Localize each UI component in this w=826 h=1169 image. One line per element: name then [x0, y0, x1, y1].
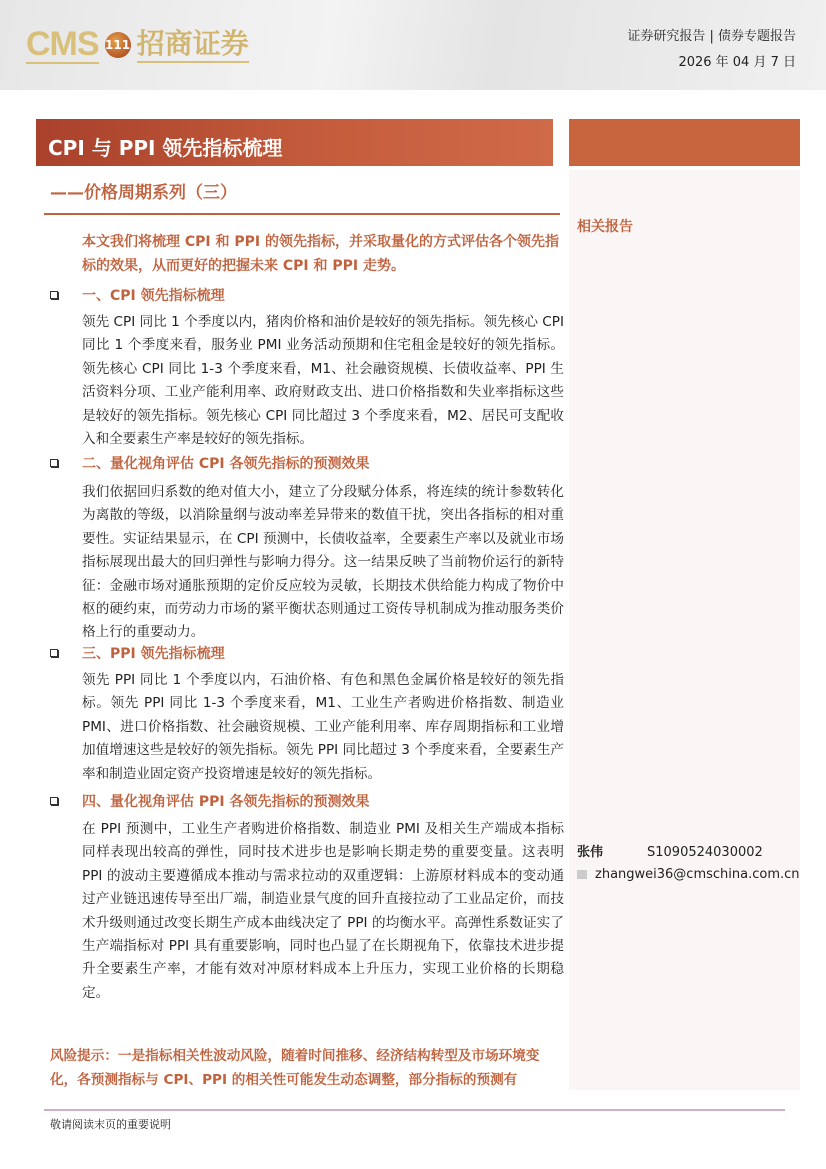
section-heading-text: 二、量化视角评估 CPI 各领先指标的预测效果: [82, 456, 370, 472]
company-logo: [26, 26, 249, 64]
sidebar: [569, 170, 800, 1090]
page-subtitle: ——价格周期系列（三）: [50, 183, 237, 203]
section-heading-text: 四、量化视角评估 PPI 各领先指标的预测效果: [82, 794, 370, 810]
page-title: CPI 与 PPI 领先指标梳理: [36, 119, 553, 166]
footer-divider: [44, 1109, 785, 1111]
title-divider: [44, 213, 560, 215]
author-id: S1090524030002: [647, 845, 763, 860]
sidebar-header-bar: [569, 119, 800, 166]
checkbox-bullet-icon: [50, 797, 58, 805]
section-heading-text: 三、PPI 领先指标梳理: [82, 646, 225, 662]
logo-cn: 招商证券: [137, 27, 249, 63]
checkbox-bullet-icon: [50, 291, 58, 299]
section-heading: [50, 285, 225, 305]
checkbox-bullet-icon: [50, 459, 58, 467]
section-heading-text: 一、CPI 领先指标梳理: [82, 288, 225, 304]
related-reports-label: 相关报告: [577, 219, 633, 235]
author-email[interactable]: zhangwei36@cmschina.com.cn: [595, 867, 800, 882]
section-heading: [50, 791, 369, 811]
logo-en: CMS: [26, 25, 99, 63]
risk-warning: 风险提示：一是指标相关性波动风险，随着时间推移、经济结构转型及市场环境变化，各预测指标与 CPI、PPI 的相关性可能发生动态调整，部分指标的预测有: [50, 1048, 540, 1088]
header-banner: [0, 0, 826, 90]
report-type: 证券研究报告 | 债券专题报告: [627, 29, 796, 44]
author-name: 张伟: [577, 845, 604, 860]
checkbox-bullet-icon: [50, 649, 58, 657]
section-body: 领先 CPI 同比 1 个季度以内，猪肉价格和油价是较好的领先指标。领先核心 CPI 同比 1 个季度来看，服务业 PMI 业务活动预期和住宅租金是较好的领先指标。领先核心 CPI 同比 1-3 个季度来看，M1、社会融资规模、长债收益率、PPI 生活资料分项、工业产能利用率、政府财政支出、进口价格指数和失业率指标这些是较好的领先指标。领先核心 CPI 同比超过 3 个季度来看，M2、居民可支配收入和全要素生产率是较好的领先指标。: [82, 314, 564, 448]
section-body: 在 PPI 预测中，工业生产者购进价格指数、制造业 PMI 及相关生产端成本指标同样表现出较高的弹性，同时技术进步也是影响长期走势的重要变量。这表明 PPI 的波动主要遵循成本推动与需求拉动的双重逻辑：上游原材料成本的变动通过产业链迅速传导至出厂端，制造业景气度的回升直接拉动了工业品定价，而技术升级则通过改变长期生产成本曲线决定了 PPI 的均衡水平。高弹性系数证实了生产端指标对 PPI 具有重要影响，同时也凸显了在长期视角下，依靠技术进步提升全要素生产率，才能有效对冲原材料成本上升压力，实现工业价格的长期稳定。: [82, 821, 564, 1001]
author-info: [577, 842, 800, 886]
footer-note: 敬请阅读末页的重要说明: [50, 1118, 171, 1131]
section-body: 我们依据回归系数的绝对值大小，建立了分段赋分体系，将连续的统计参数转化为离散的等级，以消除量纲与波动率差异带来的数值干扰，突出各指标的相对重要性。实证结果显示，在 CPI 预测中，长债收益率，全要素生产率以及就业市场指标展现出最大的回归弹性与影响力得分。这一结果反映了当前物价运行的新特征：金融市场对通胀预期的定价反应较为灵敏，长期技术供给能力构成了物价中枢的硬约束，而劳动力市场的紧平衡状态则通过工资传导机制成为推动服务类价格上行的重要动力。: [82, 484, 564, 641]
section-body: 领先 PPI 同比 1 个季度以内，石油价格、有色和黑色金属价格是较好的领先指标。领先 PPI 同比 1-3 个季度来看，M1、工业生产者购进价格指数、制造业 PMI、进口价格指数、社会融资规模、工业产能利用率、库存周期指标和工业增加值增速这些是较好的领先指标。领先 PPI 同比超过 3 个季度来看，全要素生产率和制造业固定资产投资增速是较好的领先指标。: [82, 672, 564, 782]
section-heading: [50, 453, 370, 473]
summary: 本文我们将梳理 CPI 和 PPI 的领先指标，并采取量化的方式评估各个领先指标的效果，从而更好的把握未来 CPI 和 PPI 走势。: [82, 234, 559, 274]
email-icon: [577, 870, 587, 879]
section-heading: [50, 643, 225, 663]
report-date: 2026 年 04 月 7 日: [678, 55, 796, 70]
logo-mark-icon: 111: [105, 32, 131, 58]
